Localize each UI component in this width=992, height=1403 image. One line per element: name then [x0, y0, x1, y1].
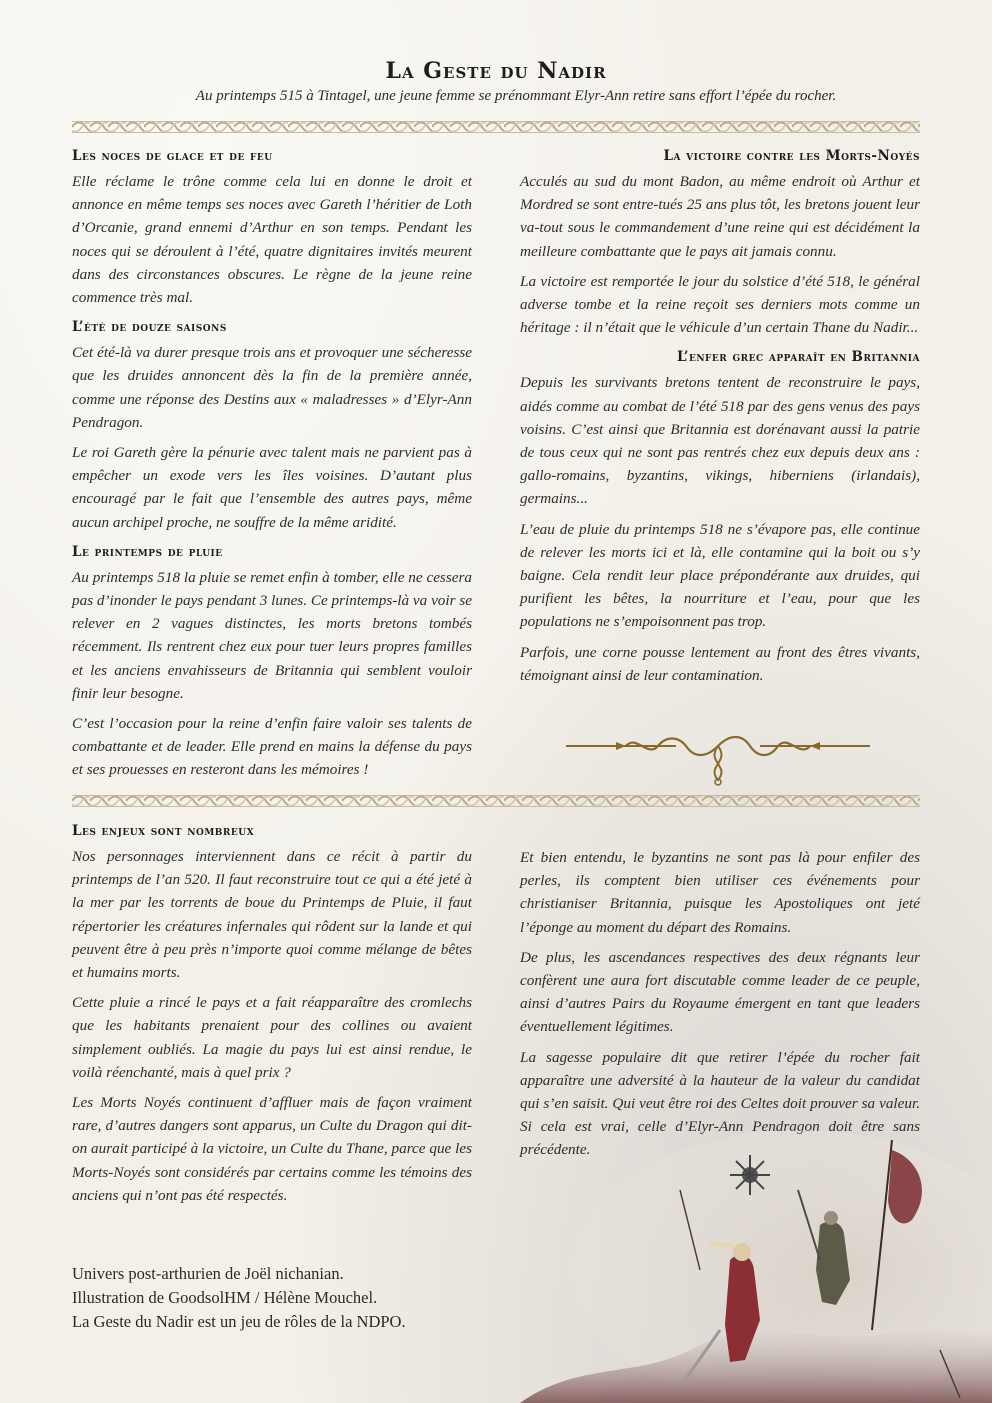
right-column-bottom [520, 846, 920, 1169]
page-header [0, 58, 992, 105]
paragraph-enfer-2: L’eau de pluie du printemps 518 ne s’évapore pas, elle continue de relever les morts ici et là, elle contamine qui la boit ou s’y baigne. Cela rendit leur place prépondérante aux druides, qui purifient les bêtes, la nourriture et l’eau, pour que les populations ne s’empoisonnent pas trop. [520, 520, 920, 631]
left-column-bottom [72, 823, 472, 1214]
paragraph-enjeux-2: Cette pluie a rincé le pays et a fait réapparaître des cromlechs que les habitants prenaient pour des collines ou avaient simplement oubliés. La magie du pays lui est ainsi rendue, le voilà réenchanté, mais à quel prix ? [72, 994, 472, 1081]
paragraph-noces-1: Elle réclame le trône comme cela lui en donne le droit et annonce en même temps ses noces avec Gareth l’héritier de Loth d’Orcanie, grand ennemi d’Arthur en son temps. Pendant les noces qui se déroulent à l’été, quatre dignitaires invités meurent dans des circonstances obscures. Le règne de la jeune reine commence très mal. [72, 173, 472, 307]
battle-illustration [520, 1130, 992, 1403]
credit-line-publisher: La Geste du Nadir est un jeu de rôles de la NDPO. [72, 1312, 406, 1331]
credits-footer [72, 1262, 406, 1334]
paragraph-ete-2: Le roi Gareth gère la pénurie avec talent mais ne parvient pas à empêcher un exode vers les îles voisines. D’autant plus encouragé par le fait que l’ensemble des autres pays, même aucun archipel proche, ne souffre de la même aridité. [72, 444, 472, 531]
section-heading-ete: L’été de douze saisons [72, 319, 227, 336]
section-heading-victoire: La victoire contre les Morts-Noyés [663, 148, 920, 164]
rope-divider-middle [72, 794, 920, 808]
paragraph-ete-1: Cet été-là va durer presque trois ans et provoquer une sécheresse que les druides annoncent dès la fin de la première année, comme une réponse des Destins aux « maladresses » d’Elyr-Ann Pendragon. [72, 344, 472, 431]
paragraph-enjeux-right-2: De plus, les ascendances respectives des deux régnants leur confèrent une aura fort discutable comme leader de ce peuple, ainsi d’autres Pairs du Royaume émergent en tant que leaders éventuellement légitimes. [520, 948, 920, 1036]
paragraph-enjeux-3: Les Morts Noyés continuent d’affluer mais de façon vraiment rare, d’autres dangers sont apparus, un Culte du Dragon qui dit-on aurait participé à la victoire, un Culte du Thane, parce que les Morts-Noyés sont considérés par certains comme les témoins des anciens qui n’ont pas été respectés. [72, 1094, 472, 1204]
paragraph-enjeux-right-1: Et bien entendu, le byzantins ne sont pas là pour enfiler des perles, ils comptent bien utiliser ces événements pour christianiser Britannia, puisque les Apostoliques ont jeté l’éponge au moment du départ des Romains. [520, 849, 920, 936]
rope-divider-top [72, 120, 920, 134]
paragraph-enfer-3: Parfois, une corne pousse lentement au front des êtres vivants, témoignant ainsi de leur contamination. [520, 643, 920, 684]
paragraph-enjeux-right-3: La sagesse populaire dit que retirer l’épée du rocher fait apparaître une adversité à la hauteur de la valeur du candidat qui s’en saisit. Qui veut être roi des Celtes doit prouver sa valeur. Si cela est vrai, celle d’Elyr-Ann Pendragon doit être sans précédente. [520, 1048, 920, 1159]
celtic-ornament-icon [566, 732, 870, 788]
paragraph-victoire-1: Acculés au sud du mont Badon, au même endroit où Arthur et Mordred se sont entre-tués 25 ans plus tôt, les bretons jouent leur va-tout sous le commandement d’une reine qui est décidément la meilleure combattante que le pays ait jamais connu. [520, 173, 920, 260]
section-heading-printemps: Le printemps de pluie [72, 543, 223, 560]
paragraph-enjeux-1: Nos personnages interviennent dans ce récit à partir du printemps de l’an 520. Il faut reconstruire tout ce qui a été jeté à la mer par les torrents de boue du Printemps de Pluie, il faut répertorier les créatures infernales qui rôdent sur la lande et qui peuvent être à peu près n’importe quoi comme mélange de bêtes et humains morts. [72, 848, 472, 982]
page-title: La Geste du Nadir [385, 58, 607, 84]
section-heading-enfer: L’enfer grec apparaît en Britannia [677, 349, 920, 366]
paragraph-enfer-1: Depuis les survivants bretons tentent de reconstruire le pays, aidés comme au combat de l’été 518 par des gens venus des pays voisins. C’est ainsi que Britannia est dorénavant aussi la patrie de tous ceux qui ne sont pas rentrés chez eux depuis deux ans : gallo-romains, byzantins, vikings, hiberniens (irlandais), germains... [520, 374, 920, 508]
paragraph-victoire-2: La victoire est remportée le jour du solstice d’été 518, le général adverse tombe et la reine reçoit ses derniers mots comme un héritage : il n’était que le véhicule d’un certain Thane du Nadir... [520, 272, 920, 337]
section-heading-enjeux: Les enjeux sont nombreux [72, 823, 255, 839]
paragraph-printemps-2: C’est l’occasion pour la reine d’enfin faire valoir ses talents de combattante et de leader. Elle prend en mains la défense du pays et ses prouesses en resteront dans les mémoires ! [72, 715, 472, 779]
right-column-top [520, 148, 920, 694]
section-heading-noces: Les noces de glace et de feu [72, 148, 273, 164]
left-column-top [72, 148, 472, 789]
credit-line-universe: Univers post-arthurien de Joël nichanian. [72, 1264, 344, 1283]
page-subtitle: Au printemps 515 à Tintagel, une jeune femme se prénommant Elyr-Ann retire sans effort l’épée du rocher. [195, 88, 837, 104]
credit-line-illustration: Illustration de GoodsolHM / Hélène Mouchel. [72, 1288, 378, 1307]
paragraph-printemps-1: Au printemps 518 la pluie se remet enfin à tomber, elle ne cessera pas d’inonder le pays pendant 3 lunes. Ce printemps-là va voir se relever en 2 vagues distinctes, les morts bretons tombés récemment. Ils rentrent chez eux pour tuer leurs propres familles et les anciens envahisseurs de Britannia qui semblent vouloir finir leur besogne. [72, 568, 472, 702]
